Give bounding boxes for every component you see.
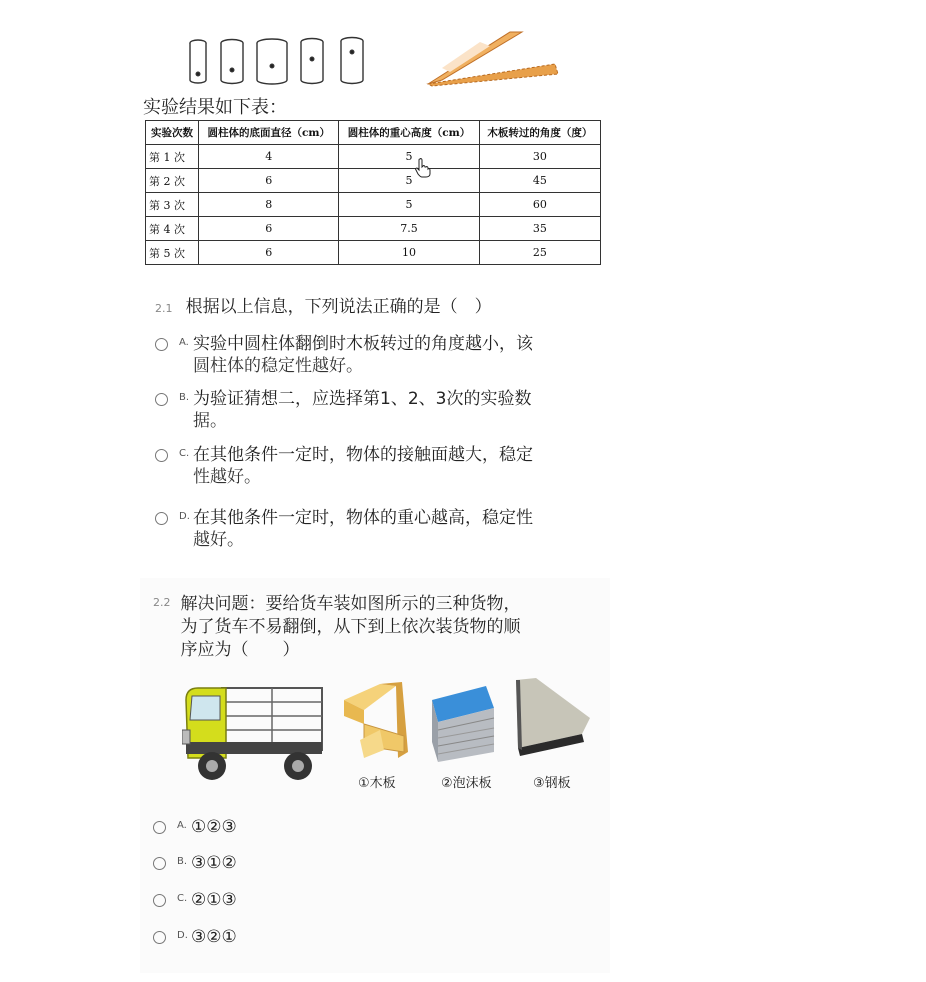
q22-option-c[interactable] [153, 889, 237, 911]
question-text [181, 593, 521, 662]
table-cell: 60 [479, 193, 600, 217]
question-number: 2.1 [155, 302, 173, 315]
option-line: 越好。 [193, 530, 244, 550]
header-angle: 木板转过的角度（度） [479, 121, 600, 145]
q22-option-d[interactable] [153, 926, 237, 948]
table-cell: 第 2 次 [146, 169, 199, 193]
table-cell: 5 [339, 169, 479, 193]
table-row [146, 193, 601, 217]
radio-button[interactable] [155, 393, 168, 406]
option-letter: B. [179, 392, 190, 403]
header-trial: 实验次数 [146, 121, 199, 145]
caption-steel: ③钢板 [533, 776, 571, 791]
table-cell: 6 [199, 241, 339, 265]
table-cell: 30 [479, 145, 600, 169]
question-line: 序应为（ ） [180, 640, 300, 660]
table-cell: 5 [339, 193, 479, 217]
radio-button[interactable] [153, 894, 166, 907]
table-cell: 6 [199, 217, 339, 241]
option-text [193, 444, 533, 488]
q22-option-a[interactable] [153, 816, 237, 838]
results-table [145, 120, 601, 265]
wood-board-image [340, 680, 412, 762]
steel-board-image [512, 676, 594, 758]
option-line: 据。 [193, 411, 227, 431]
question-line: 为了货车不易翻倒，从下到上依次装货物的顺 [180, 617, 521, 637]
cylinders [190, 38, 363, 85]
option-letter: A. [177, 820, 187, 831]
table-cell: 第 4 次 [146, 217, 199, 241]
table-cell: 10 [339, 241, 479, 265]
table-cell: 第 1 次 [146, 145, 199, 169]
option-line: 实验中圆柱体翻倒时木板转过的角度越小，该 [193, 334, 533, 354]
table-row [146, 241, 601, 265]
option-line: 性越好。 [193, 467, 261, 487]
question-line: 解决问题：要给货车装如图所示的三种货物， [180, 594, 521, 614]
q21-header [155, 296, 492, 319]
table-cell: 35 [479, 217, 600, 241]
table-cell: 5 [339, 145, 479, 169]
cylinder-1 [190, 40, 206, 83]
truck-image [182, 680, 327, 786]
table-cell: 第 5 次 [146, 241, 199, 265]
table-cell: 8 [199, 193, 339, 217]
option-text: ①②③ [191, 817, 237, 837]
cylinder-5 [341, 38, 363, 84]
table-cell: 第 3 次 [146, 193, 199, 217]
option-line: 在其他条件一定时，物体的接触面越大，稳定 [193, 445, 533, 465]
option-text [193, 333, 533, 377]
option-letter: C. [179, 448, 190, 459]
table-cell: 25 [479, 241, 600, 265]
radio-button[interactable] [155, 512, 168, 525]
option-text: ②①③ [191, 890, 237, 910]
cylinder-2 [221, 40, 243, 84]
tilted-board [428, 32, 558, 86]
header-height: 圆柱体的重心高度（cm） [339, 121, 479, 145]
option-line: 圆柱体的稳定性越好。 [193, 356, 363, 376]
option-text [193, 507, 533, 551]
caption-foam: ②泡沫板 [441, 776, 492, 791]
q21-option-a[interactable] [155, 333, 533, 377]
radio-button[interactable] [153, 857, 166, 870]
option-letter: C. [177, 893, 188, 904]
option-line: 为验证猜想二，应选择第1、2、3次的实验数 [193, 389, 532, 409]
question-number: 2.2 [153, 596, 171, 609]
table-row [146, 169, 601, 193]
table-cell: 7.5 [339, 217, 479, 241]
q22-option-b[interactable] [153, 852, 237, 874]
option-letter: D. [177, 930, 188, 941]
option-letter: A. [179, 337, 189, 348]
caption-wood: ①木板 [358, 776, 396, 791]
cylinder-3 [257, 39, 287, 84]
radio-button[interactable] [153, 931, 166, 944]
radio-button[interactable] [155, 449, 168, 462]
table-cell: 4 [199, 145, 339, 169]
table-header-row [146, 121, 601, 145]
table-cell: 6 [199, 169, 339, 193]
option-letter: B. [177, 856, 188, 867]
q21-option-c[interactable] [155, 444, 533, 488]
radio-button[interactable] [155, 338, 168, 351]
hand-cursor-icon [415, 158, 431, 178]
cylinder-4 [301, 39, 323, 84]
table-row [146, 217, 601, 241]
option-line: 在其他条件一定时，物体的重心越高，稳定性 [193, 508, 533, 528]
table-cell: 45 [479, 169, 600, 193]
option-text: ③②① [191, 927, 237, 947]
radio-button[interactable] [153, 821, 166, 834]
q21-option-d[interactable] [155, 507, 533, 551]
q22-header [153, 593, 521, 662]
option-letter: D. [179, 511, 190, 522]
experiment-illustration [180, 28, 580, 92]
table-row [146, 145, 601, 169]
foam-board-image [426, 682, 498, 764]
q21-option-b[interactable] [155, 388, 531, 432]
intro-text: 实验结果如下表： [143, 97, 287, 118]
option-text: ③①② [191, 853, 237, 873]
question-text: 根据以上信息，下列说法正确的是（ ） [185, 297, 492, 317]
header-diameter: 圆柱体的底面直径（cm） [199, 121, 339, 145]
option-text [193, 388, 531, 432]
